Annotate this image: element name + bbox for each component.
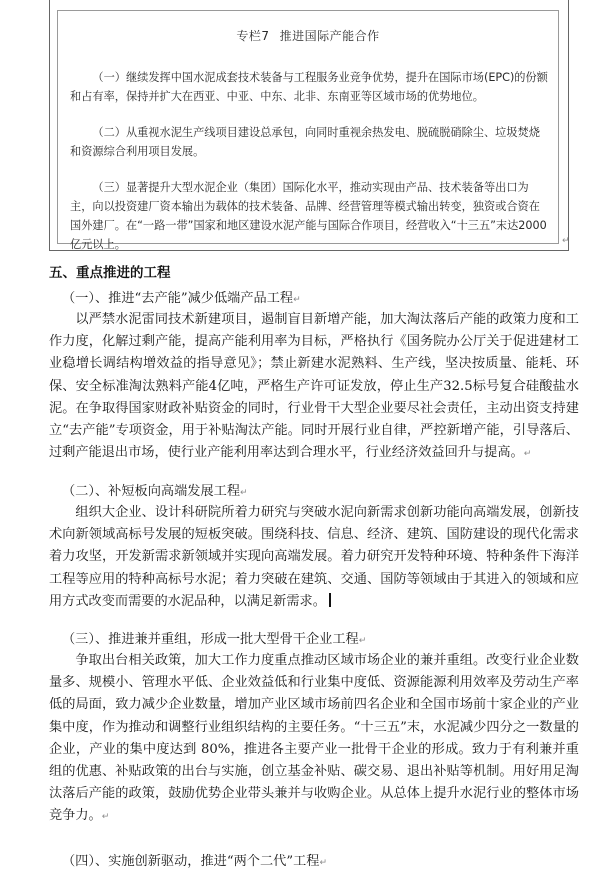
subsection-paragraph-3	[49, 650, 579, 829]
subsection-paragraph-3-text: 争取出台相关政策，加大工作力度重点推动区域市场企业的兼并重组。改变行业企业数量多、规模小、管理水平低、企业效益低和行业集中度低、资源能源利用效率及劳动生产率低的局面，致力减少企业数量，增加产业区域市场前四名企业和全国市场前十家企业的产业集中度，作为推动和调整行业组织结构的主要任务。“十三五”末，水泥减少四分之一数量的企业，产业的集中度达到 80%，推进各主要产业一批骨干企业的形成。致力于有利兼并重组的优惠、补贴政策的出台与实施，创立基金补贴、碳交易、退出补贴等机制。用好用足淘汰落后产能的政策，鼓励优势企业带头兼并与收购企业。从总体上提升水泥行业的整体市场竞争力。	[49, 653, 579, 824]
column-box-title-label: 专栏7	[236, 29, 270, 43]
subsection-paragraph-2	[49, 502, 579, 613]
subsection-paragraph-2-text: 组织大企业、设计科研院所着力研究与突破水泥向新需求创新功能向高端发展，创新技术向新领域高标号发展的短板突破。围绕科技、信息、经济、建筑、国防建设的现代化需求着力攻坚，开发新需求新领域并实现向高端发展。着力研究开发特种环境、特种条件下海洋工程等应用的特种高标号水泥；着力突破在建筑、交通、国防等领域由于其进入的领域和应用方式改变而需要的水泥品种，以满足新需求。	[49, 505, 579, 609]
paragraph-mark: ↵	[240, 488, 248, 498]
subsection-title-3-text: （三）、推进兼并重组，形成一批大型骨干企业工程	[62, 632, 359, 647]
column-box-frame	[49, 0, 569, 251]
text-cursor	[329, 593, 331, 607]
subsection-title-4	[62, 850, 327, 869]
subsection-title-1	[62, 287, 301, 306]
paragraph-mark: ↵	[101, 812, 110, 823]
column-box-paragraph-1: （一）继续发挥中国水泥成套技术装备与工程服务业竞争优势，提升在国际市场(EPC)的份额和占有率，保持并扩大在西亚、中亚、中东、北非、东南亚等区域市场的优势地位。	[70, 71, 548, 103]
column-box-title-text: 推进国际产能合作	[279, 29, 380, 43]
subsection-title-1-text: （一）、推进“去产能”减少低端产品工程	[62, 291, 294, 306]
paragraph-mark: ↵	[523, 449, 532, 460]
subsection-title-4-text: （四）、实施创新驱动，推进“两个二代”工程	[62, 854, 320, 869]
paragraph-mark: ↵	[319, 858, 327, 868]
column-box-paragraph-3: （三）显著提升大型水泥企业（集团）国际化水平，推动实现由产品、技术装备等出口为主，向以投资建厂资本输出为载体的技术装备、品牌、经营管理等模式输出转变，独资或合资在国外建厂。在“一路一带”国家和地区建设水泥产能与国际合作项目，经营收入“十三五”末达2000亿元以上。	[70, 181, 547, 251]
paragraph-mark: ↵	[562, 236, 570, 246]
subsection-paragraph-1	[49, 309, 579, 465]
subsection-paragraph-1-text: 以严禁水泥雷同技术新建项目，遏制盲目新增产能，加大淘汰落后产能的政策力度和工作力度，化解过剩产能，提高产能利用率为目标，严格执行《国务院办公厅关于促进建材工业稳增长调结构增效益的指导意见》；禁止新建水泥熟料、生产线，坚决按质量、能耗、环保、安全标准淘汰熟料产能4亿吨，严格生产许可证发放，停止生产32.5标号复合硅酸盐水泥。在争取得国家财政补贴资金的同时，行业骨干大型企业要尽社会责任，主动出资支持建立“去产能”专项资金，用于补贴淘汰产能。同时开展行业自律，严控新增产能，引导落后、过剩产能退出市场，使行业产能利用率达到合理水平，行业经济效益回升与提高。	[49, 312, 579, 461]
subsection-title-2	[62, 480, 248, 499]
column-box	[57, 10, 559, 251]
column-box-title	[58, 27, 558, 44]
subsection-title-3	[62, 628, 366, 647]
paragraph-mark: ↵	[293, 295, 301, 305]
column-box-paragraph-2: （二）从重视水泥生产线项目建设总承包，向同时重视余热发电、脱硫脱硝除尘、垃圾焚烧和资源综合利用项目发展。	[70, 126, 540, 158]
paragraph-mark: ↵	[358, 636, 367, 646]
section-heading: 五、重点推进的工程	[49, 265, 171, 281]
subsection-title-2-text: （二）、补短板向高端发展工程	[62, 484, 241, 499]
